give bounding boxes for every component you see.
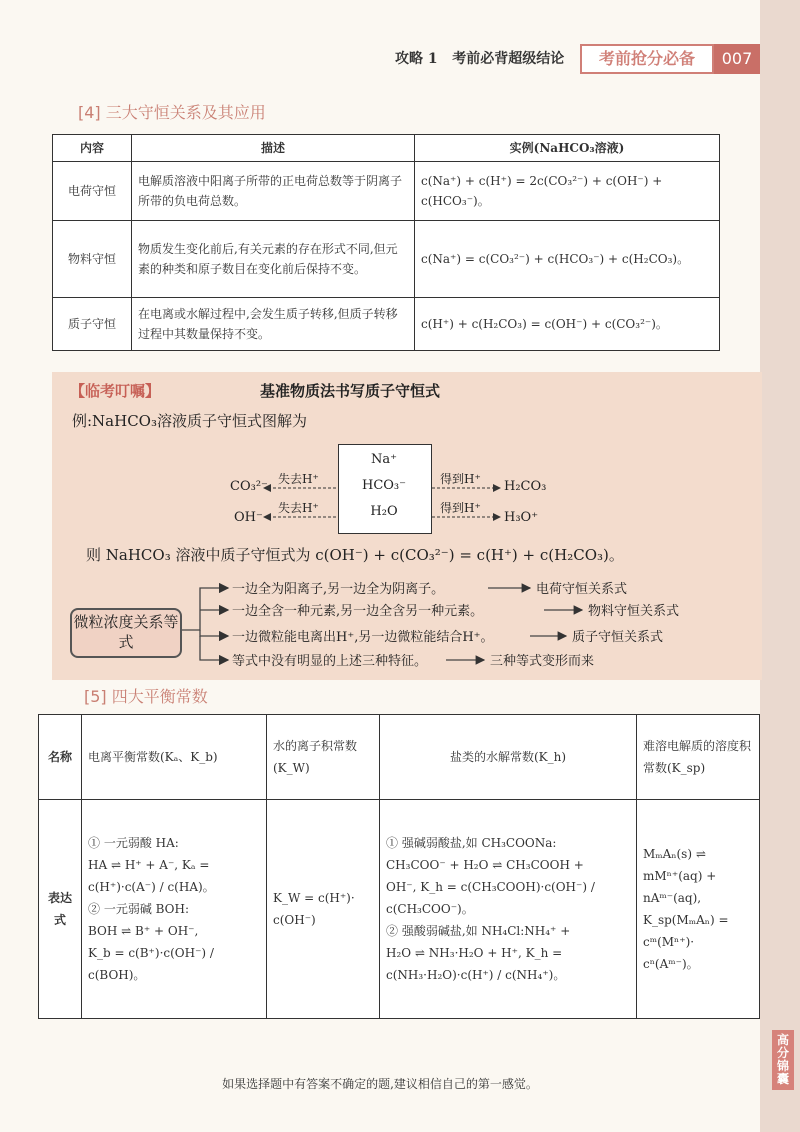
side-label: 高分锦囊: [772, 1030, 794, 1090]
header-ionization: 电离平衡常数(Kₐ、K_b): [82, 715, 267, 800]
branch-result-2: 物料守恒关系式: [588, 604, 680, 619]
row-name: 物料守恒: [53, 221, 132, 298]
row-label-name: 名称: [39, 715, 82, 800]
micro-box: 微粒浓度关系等式: [70, 608, 182, 658]
col-header-example: 实例(NaHCO₃溶液): [415, 135, 720, 162]
ion-line: K_b = c(B⁺)·c(OH⁻) / c(BOH)。: [88, 946, 214, 982]
ion-line: HA ⇌ H⁺ + A⁻, Kₐ =: [88, 858, 210, 872]
section4-title: [4] 三大守恒关系及其应用: [78, 103, 266, 122]
tip-label: 【临考叮嘱】: [70, 382, 161, 400]
gain-label-2: 得到H⁺: [440, 501, 481, 515]
section5-title: [5] 四大平衡常数: [84, 687, 208, 706]
branch-result-4: 三种等式变形而来: [490, 654, 595, 669]
hyd-line: CH₃COO⁻ + H₂O ⇌ CH₃COOH +: [386, 858, 584, 872]
branch-arrow-3: [200, 630, 228, 636]
hyd-line: ② 强酸弱碱盐,如 NH₄Cl:NH₄⁺ +: [386, 924, 571, 938]
left-product-oh: OH⁻: [234, 510, 263, 525]
row-name: 质子守恒: [53, 298, 132, 351]
col-header-content: 内容: [53, 135, 132, 162]
branch-arrow-4: [200, 636, 228, 660]
hyd-line: OH⁻, K_h = c(CH₃COOH)·c(OH⁻) / c(CH₃COO⁻)。: [386, 880, 595, 916]
equilibrium-table: [38, 714, 760, 1019]
ksp-line: K_sp(MₘAₙ) =: [643, 913, 729, 927]
tip-conclusion: 则 NaHCO₃ 溶液中质子守恒式为 c(OH⁻) + c(CO₃²⁻) = c(H⁺) + c(H₂CO₃)。: [86, 546, 624, 564]
ksp-line: cᵐ(Mⁿ⁺)·: [643, 935, 695, 949]
species-h2o: H₂O: [370, 504, 398, 519]
header-water: 水的离子积常数(K_W): [267, 715, 380, 800]
header-strategy: 攻略 1: [395, 51, 438, 67]
species-na: Na⁺: [371, 452, 397, 467]
header-hydrolysis: 盐类的水解常数(K_h): [380, 715, 637, 800]
row-desc: 电解质溶液中阳离子所带的正电荷总数等于阴离子所带的负电荷总数。: [132, 162, 415, 221]
branch-result-1: 电荷守恒关系式: [536, 582, 628, 597]
cell-solubility: [637, 800, 760, 1019]
table-row: [39, 800, 760, 1019]
footer-note: 如果选择题中有答案不确定的题,建议相信自己的第一感觉。: [222, 1077, 538, 1091]
row-example: c(Na⁺) + c(H⁺) = 2c(CO₃²⁻) + c(OH⁻) + c(HCO₃⁻)。: [415, 162, 720, 221]
ksp-line: mMⁿ⁺(aq) +: [643, 869, 717, 883]
row-desc: 物质发生变化前后,有关元素的存在形式不同,但元素的种类和原子数目在变化前后保持不变。: [132, 221, 415, 298]
ion-line: BOH ⇌ B⁺ + OH⁻,: [88, 924, 199, 938]
ion-line: c(H⁺)·c(A⁻) / c(HA)。: [88, 880, 215, 894]
ksp-line: nAᵐ⁻(aq),: [643, 891, 702, 905]
ksp-line: MₘAₙ(s) ⇌: [643, 847, 706, 861]
cell-hydrolysis: [380, 800, 637, 1019]
row-example: c(Na⁺) = c(CO₃²⁻) + c(HCO₃⁻) + c(H₂CO₃)。: [415, 221, 720, 298]
branch-cond-1: 一边全为阳离子,另一边全为阴离子。: [232, 582, 445, 597]
ksp-line: cⁿ(Aᵐ⁻)。: [643, 957, 699, 971]
page-number: 007: [714, 44, 760, 74]
header-solubility: 难溶电解质的溶度积常数(K_sp): [637, 715, 760, 800]
branch-cond-3: 一边微粒能电离出H⁺,另一边微粒能结合H⁺。: [232, 630, 494, 645]
cell-water: [267, 800, 380, 1019]
tip-example-intro: 例:NaHCO₃溶液质子守恒式图解为: [72, 412, 307, 430]
hyd-line: H₂O ⇌ NH₃·H₂O + H⁺, K_h =: [386, 946, 563, 960]
row-name: 电荷守恒: [53, 162, 132, 221]
hyd-line: c(NH₃·H₂O)·c(H⁺) / c(NH₄⁺)。: [386, 968, 566, 982]
header-badge: 考前抢分必备: [580, 44, 714, 74]
species-hco3: HCO₃⁻: [361, 478, 406, 493]
branch-cond-4: 等式中没有明显的上述三种特征。: [232, 654, 428, 669]
gain-label-1: 得到H⁺: [440, 472, 481, 486]
row-label-expression: 表达式: [39, 800, 82, 1019]
left-product-co3: CO₃²⁻: [230, 479, 268, 494]
branch-arrow-1: [178, 588, 228, 630]
tip-title: 基准物质法书写质子守恒式: [260, 382, 441, 400]
table-header-row: [39, 715, 760, 800]
hyd-line: ① 强碱弱酸盐,如 CH₃COONa:: [386, 836, 557, 850]
lose-label-2: 失去H⁺: [278, 501, 319, 515]
right-product-h2co3: H₂CO₃: [504, 479, 547, 494]
water-line: c(OH⁻): [273, 913, 316, 927]
right-product-h3o: H₃O⁺: [504, 510, 539, 525]
row-desc: 在电离或水解过程中,会发生质子转移,但质子转移过程中其数量保持不变。: [132, 298, 415, 351]
header-chapter-title: 考前必背超级结论: [452, 51, 565, 67]
col-header-desc: 描述: [132, 135, 415, 162]
row-example: c(H⁺) + c(H₂CO₃) = c(OH⁻) + c(CO₃²⁻)。: [415, 298, 720, 351]
ion-line: ① 一元弱酸 HA:: [88, 836, 179, 850]
ion-line: ② 一元弱碱 BOH:: [88, 902, 190, 916]
branch-result-3: 质子守恒关系式: [572, 630, 664, 645]
water-line: K_W = c(H⁺)·: [273, 891, 355, 905]
cell-ionization: [82, 800, 267, 1019]
branch-cond-2: 一边全含一种元素,另一边全含另一种元素。: [232, 604, 484, 619]
lose-label-1: 失去H⁺: [278, 472, 319, 486]
